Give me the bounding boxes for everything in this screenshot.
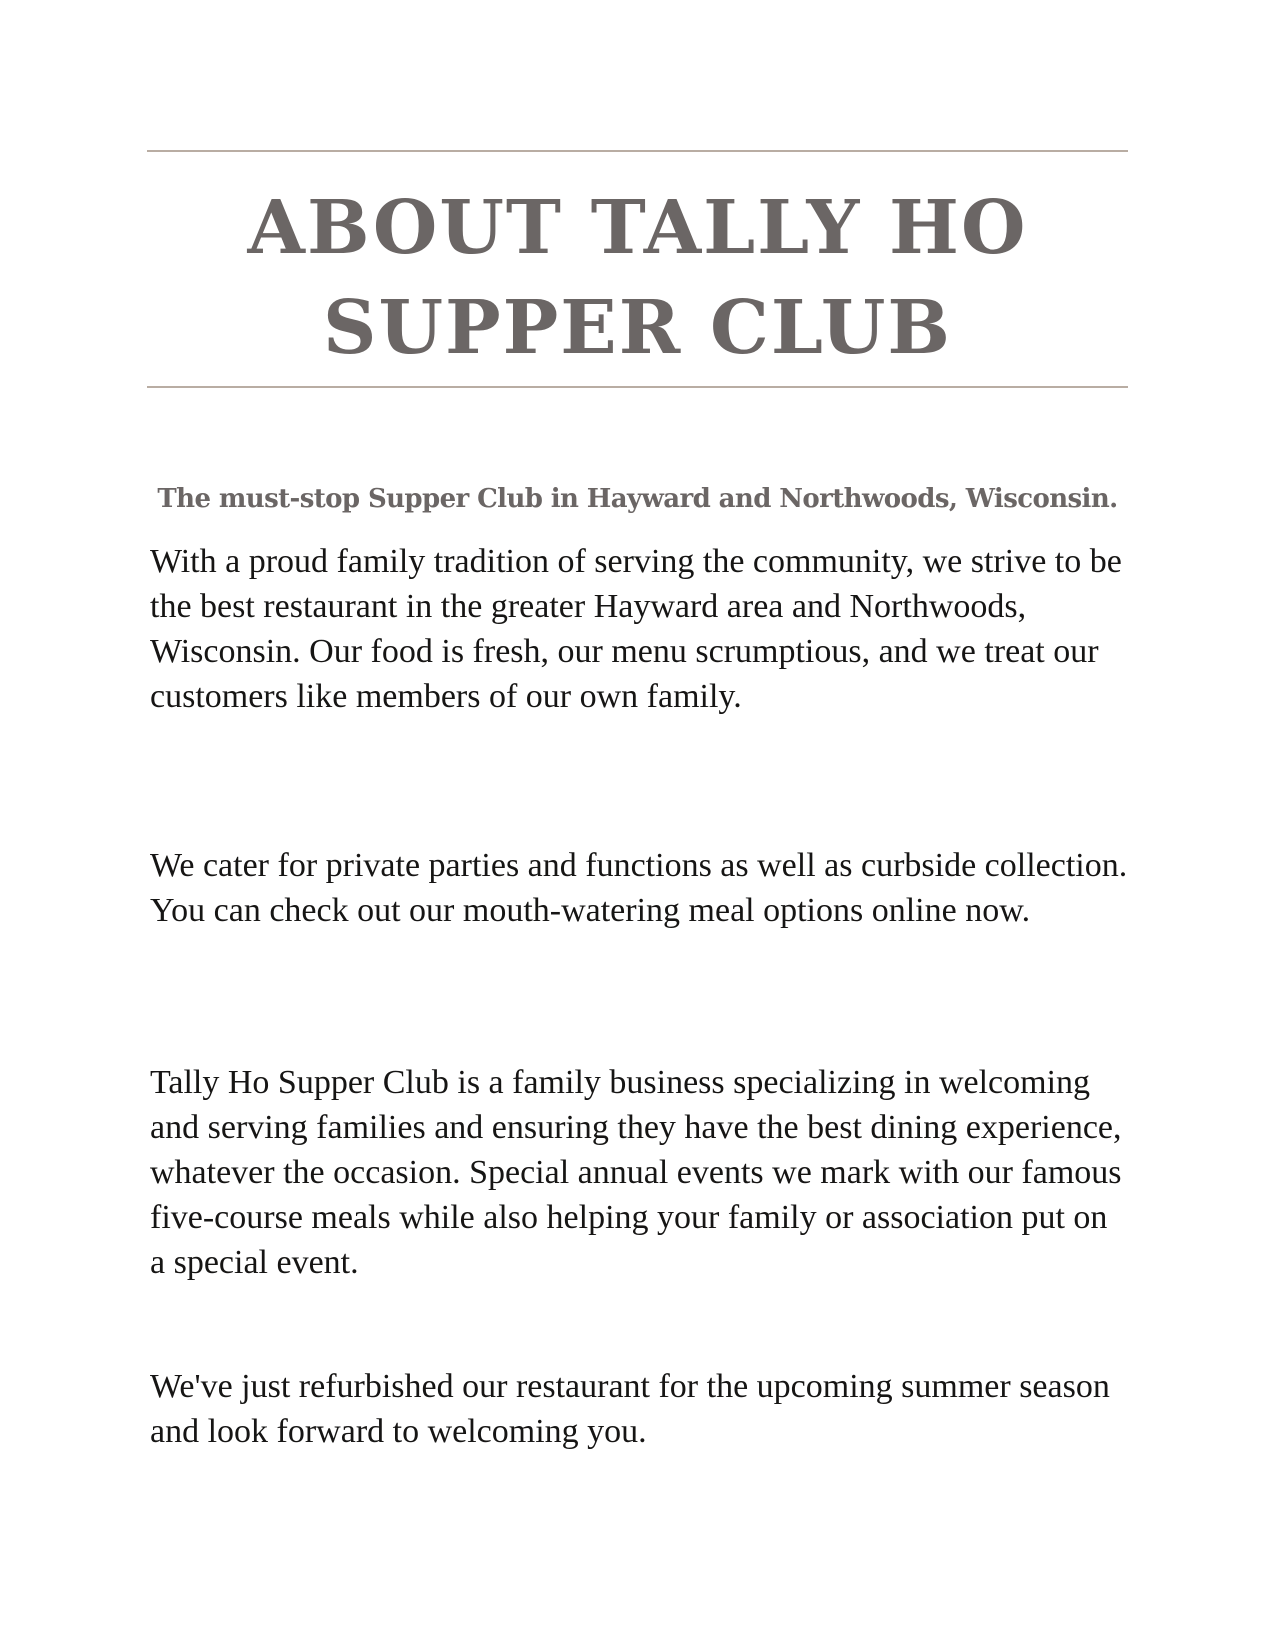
page-subtitle: The must-stop Supper Club in Hayward and Northwoods, Wisconsin. xyxy=(157,484,1118,514)
body-paragraph-1: With a proud family tradition of serving the community, we strive to be the best restaurant in the greater Hayward area and Northwoods, Wisconsin. Our food is fresh, our menu scrumptious, and we treat our customers like members of our own family. xyxy=(150,543,1122,715)
bottom-divider xyxy=(147,386,1128,388)
top-divider xyxy=(147,150,1128,152)
body-paragraph-3: Tally Ho Supper Club is a family business specializing in welcoming and serving families and ensuring they have the best dining experience, whatever the occasion. Special annual events we mark with our famous five-course meals while also helping your family or association put on a special event. xyxy=(150,1064,1122,1281)
page-title: ABOUT TALLY HO SUPPER CLUB xyxy=(247,185,1028,371)
body-paragraph-2: We cater for private parties and functions as well as curbside collection. You can check out our mouth-watering meal options online now. xyxy=(150,847,1128,929)
body-paragraph-4: We've just refurbished our restaurant for the upcoming summer season and look forward to welcoming you. xyxy=(150,1368,1110,1450)
